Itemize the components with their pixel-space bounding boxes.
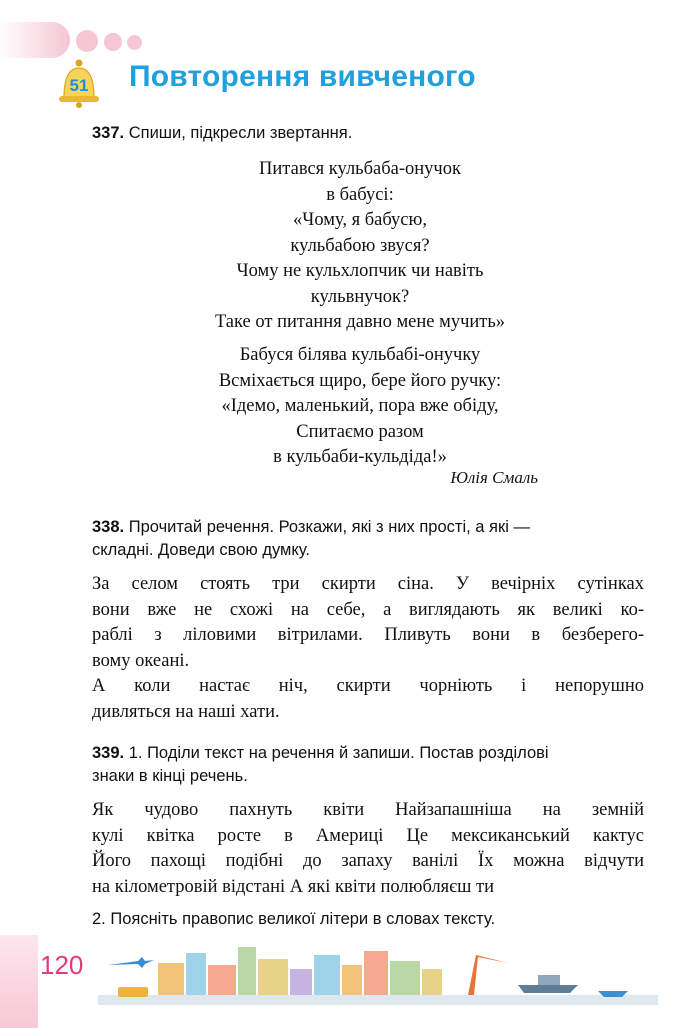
- task-instruction: Спиши, підкресли звертання.: [128, 124, 353, 142]
- text-line: Як чудово пахнуть квіти Найзапашніша на земній: [92, 800, 644, 820]
- text-line: Його пахощі подібні до запаху ванілі Їх можна відчути: [92, 851, 644, 871]
- text-line: вому океані.: [92, 650, 190, 671]
- task-number: 337.: [92, 124, 125, 142]
- text-line: на кілометровій відстані А які квіти полюбляєш ти: [92, 876, 494, 897]
- task-338-heading: [92, 516, 644, 562]
- poem-line: Бабуся білява кульбабі-онучку: [239, 345, 481, 365]
- poem-line: Таке от питання давно мене мучить»: [214, 312, 506, 332]
- page-number: 120: [40, 950, 84, 980]
- task-instruction: складні. Доведи свою думку.: [92, 541, 310, 559]
- task-number: 338.: [92, 518, 125, 536]
- task-339-heading: [92, 742, 644, 788]
- poem-line: кульбабою звуся?: [290, 235, 430, 256]
- poem-line: в кульбаби-кульдіда!»: [273, 447, 447, 467]
- poem-line: Чому не кульхлопчик чи навіть: [236, 261, 484, 281]
- poem-author: Юлія Смаль: [450, 468, 538, 487]
- page-title: Повторення вивченого: [129, 60, 476, 93]
- text-line: раблі з ліловими вітрилами. Пливуть вони в безберего-: [92, 625, 644, 645]
- task-339-subtask-2: 2. Поясніть правопис великої літери в словах тексту.: [92, 910, 496, 928]
- text-line: А коли настає ніч, скирти чорніють і непорушно: [92, 676, 644, 696]
- task-338-text: [92, 572, 644, 725]
- text-line: вони вже не схожі на себе, а виглядають як великі ко-: [92, 599, 644, 620]
- text-line: кулі квітка росте в Америці Це мексиканський кактус: [92, 825, 644, 846]
- text-line: дивляться на наші хати.: [92, 701, 280, 722]
- footer-left-band: [0, 935, 38, 1028]
- header-dot: [104, 33, 122, 51]
- city-illustration: [98, 935, 658, 1005]
- task-339-text: [92, 798, 644, 900]
- text-line: За селом стоять три скирти сіна. У вечірніх сутінках: [92, 574, 644, 594]
- poem-stanza-2: [140, 343, 580, 471]
- task-instruction: Прочитай речення. Розкажи, які з них прості, а які —: [128, 518, 530, 536]
- task-instruction: 1. Поділи текст на речення й запиши. Постав розділові: [128, 744, 549, 762]
- header-dot: [127, 35, 142, 50]
- poem-line: «Ідемо, маленький, пора вже обіду,: [221, 396, 499, 416]
- task-number: 339.: [92, 744, 125, 762]
- poem-line: кульвнучок?: [310, 286, 410, 307]
- poem-line: Всміхається щиро, бере його ручку:: [218, 370, 502, 391]
- task-337-heading: [92, 122, 644, 145]
- poem-line: в бабусі:: [326, 184, 394, 205]
- poem-line: «Чому, я бабусю,: [293, 210, 427, 230]
- lesson-number: 51: [69, 76, 89, 95]
- header-dot: [76, 30, 98, 52]
- poem-stanza-1: [140, 157, 580, 336]
- task-instruction: знаки в кінці речень.: [92, 767, 248, 785]
- poem-line: Спитаємо разом: [296, 421, 424, 442]
- header-decoration-bar: [0, 22, 70, 58]
- poem-line: Питався кульбаба-онучок: [259, 159, 461, 179]
